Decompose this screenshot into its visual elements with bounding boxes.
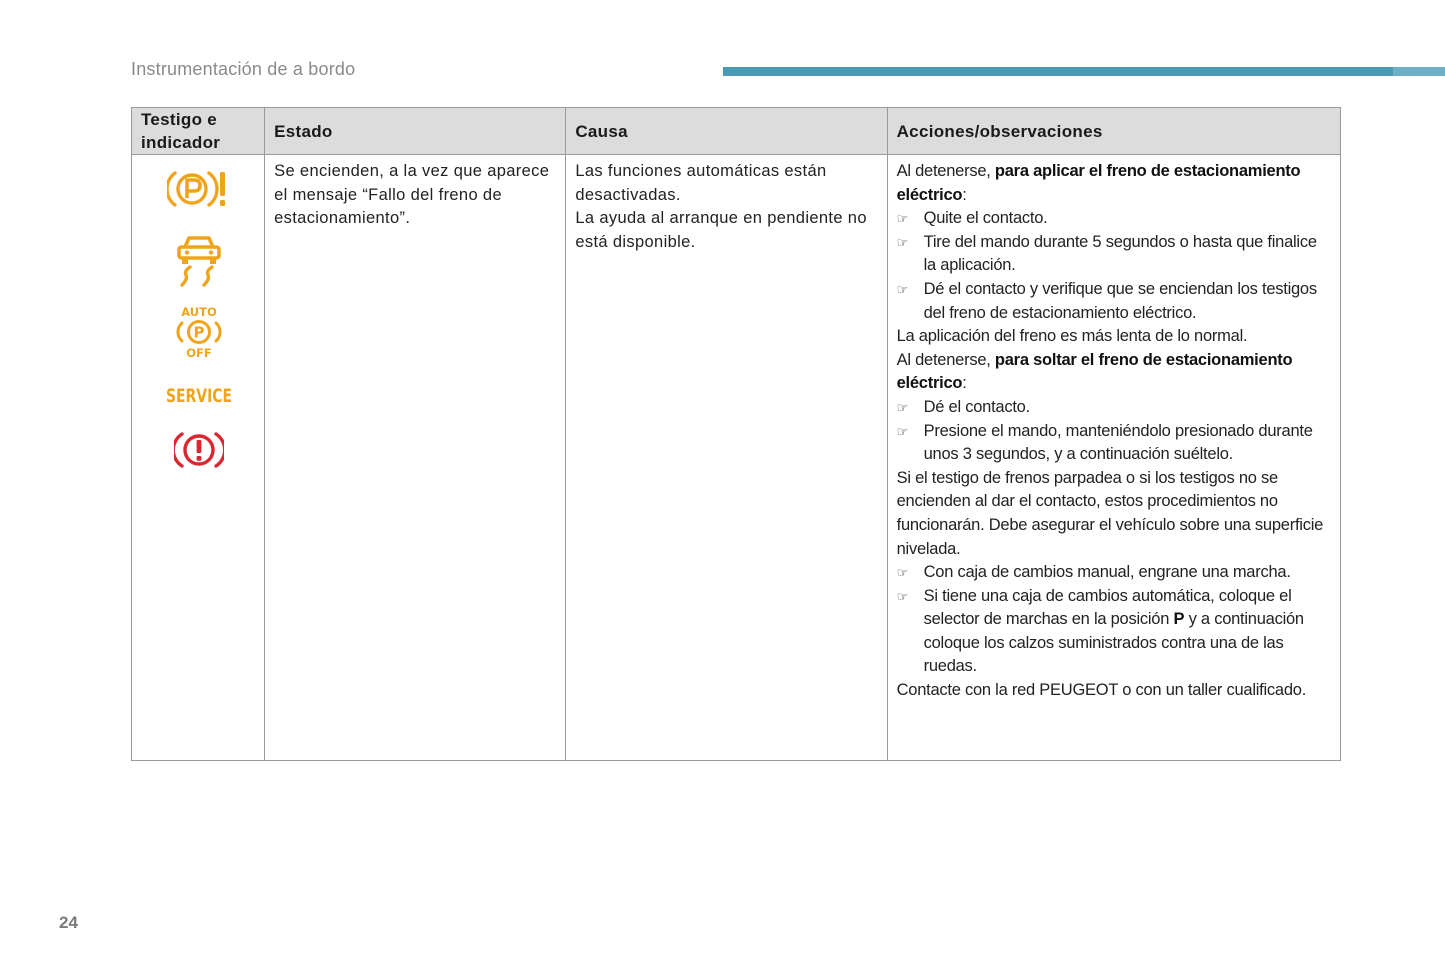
apply-intro-bold: para aplicar el freno de estacionamiento eléctrico <box>896 162 1301 204</box>
header-accent-bar <box>723 67 1445 76</box>
header-acciones: Acciones/observaciones <box>887 108 1340 155</box>
apply-intro <box>897 160 1331 207</box>
apply-step-text: Quite el contacto. <box>923 209 1048 228</box>
apply-step-text: Dé el contacto y verifique que se enciendan los testigos del freno de estacionamiento eléctrico. <box>923 279 1317 322</box>
stability-control-icon <box>141 233 256 287</box>
table-row <box>132 155 1341 761</box>
apply-step <box>897 207 1331 231</box>
auto-label: AUTO <box>180 306 217 319</box>
section-title: Instrumentación de a bordo <box>131 59 356 79</box>
auto-parking-off-icon <box>141 306 256 358</box>
apply-step <box>897 231 1331 278</box>
release-intro <box>897 349 1331 396</box>
apply-note: La aplicación del freno es más lenta de lo normal. <box>896 327 1248 346</box>
release-step-text: Dé el contacto. <box>923 397 1030 416</box>
secure-step-text: y a continuación coloque los calzos suministrados contra una de las ruedas. <box>923 610 1304 676</box>
release-step-text: Presione el mando, manteniéndolo presionado durante unos 3 segundos, y a continuación suéltelo. <box>923 421 1313 464</box>
header-causa: Causa <box>566 108 887 155</box>
parking-brake-fault-icon <box>141 169 256 209</box>
acciones-cell <box>887 155 1340 761</box>
apply-step-text: Tire del mando durante 5 segundos o hasta que finalice la aplicación. <box>923 232 1317 275</box>
release-step <box>897 396 1331 420</box>
pointing-hand-icon: ☞ <box>896 423 909 439</box>
warning-lights-table <box>131 107 1341 761</box>
secure-step <box>897 585 1331 679</box>
causa-line: Las funciones automáticas están desactivadas. <box>575 162 827 204</box>
icons-cell <box>132 155 265 761</box>
causa-cell <box>566 155 887 761</box>
apply-intro-text: Al detenerse, <box>896 162 995 180</box>
service-icon <box>141 381 256 405</box>
causa-line: La ayuda al arranque en pendiente no está disponible. <box>575 209 867 251</box>
release-intro-text: Al detenerse, <box>896 350 995 369</box>
estado-cell <box>265 155 566 761</box>
pointing-hand-icon: ☞ <box>896 399 909 415</box>
page-number: 24 <box>59 913 78 932</box>
pointing-hand-icon: ☞ <box>896 281 909 297</box>
brake-warning-icon <box>141 430 256 470</box>
blink-note: Si el testigo de frenos parpadea o si los testigos no se encienden al dar el contacto, estos procedimientos no funcionarán. Debe asegurar el vehículo sobre una superficie nivelada. <box>896 468 1324 558</box>
release-intro-bold: para soltar el freno de estacionamiento eléctrico <box>896 350 1293 393</box>
off-label: OFF <box>185 346 212 358</box>
p-label: P <box>193 323 204 342</box>
secure-step-text: Con caja de cambios manual, engrane una marcha. <box>923 563 1291 582</box>
contact-note: Contacte con la red PEUGEOT o con un taller cualificado. <box>896 681 1307 700</box>
apply-step <box>897 278 1331 325</box>
pointing-hand-icon: ☞ <box>896 565 909 581</box>
pointing-hand-icon: ☞ <box>896 234 909 250</box>
header-icons: Testigo e indicador <box>132 108 265 155</box>
gear-position-p: P <box>1173 610 1185 629</box>
apply-intro-end: : <box>962 185 967 204</box>
service-label: SERVICE <box>165 384 232 405</box>
pointing-hand-icon: ☞ <box>896 588 909 604</box>
header-estado: Estado <box>265 108 566 155</box>
table-header-row <box>132 108 1341 155</box>
estado-text: Se encienden, a la vez que aparece el mensaje “Fallo del freno de estacionamiento”. <box>274 162 550 228</box>
pointing-hand-icon: ☞ <box>896 211 909 227</box>
release-intro-end: : <box>962 374 967 393</box>
secure-step <box>897 561 1331 585</box>
secure-step-text: Si tiene una caja de cambios automática, coloque el selector de marchas en la posición <box>923 586 1292 629</box>
release-step <box>897 420 1331 467</box>
